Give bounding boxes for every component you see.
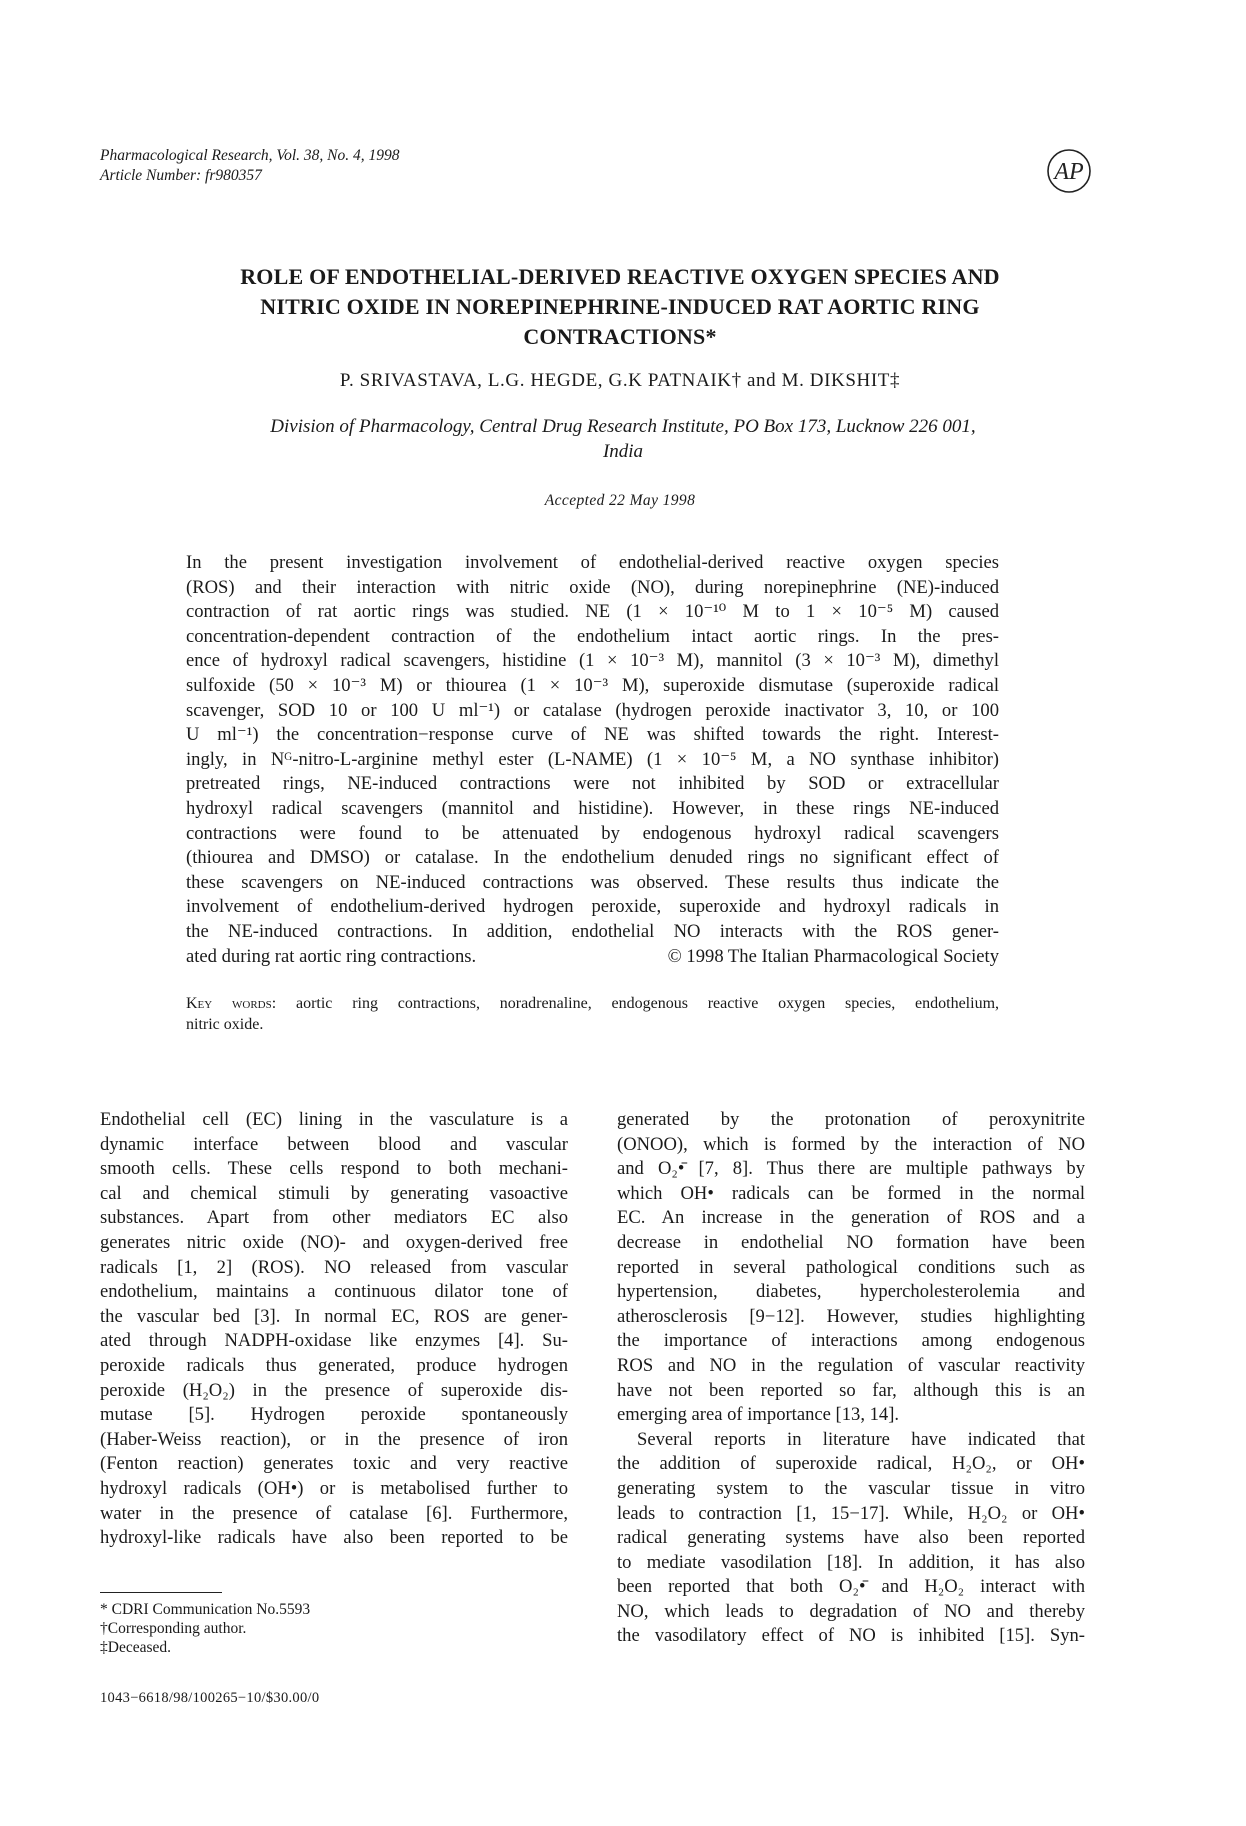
keywords	[186, 993, 999, 1035]
accepted-date: Accepted 22 May 1998	[544, 492, 696, 509]
abstract-line: In the present investigation involvement of endothelial-derived reactive oxygen species	[186, 552, 999, 573]
issn-line: 1043−6618/98/100265−10/$30.00/0	[100, 1690, 320, 1706]
body-line: (ONOO), which is formed by the interaction of NO	[617, 1133, 1085, 1155]
title-line: NITRIC OXIDE IN NOREPINEPHRINE-INDUCED RAT AORTIC RING	[260, 294, 980, 319]
body-line: to mediate vasodilation [18]. In addition, it has also	[617, 1551, 1085, 1573]
abstract	[186, 551, 999, 969]
body-line: Endothelial cell (EC) lining in the vasculature is a	[100, 1109, 568, 1130]
body-line: ROS and NO in the regulation of vascular reactivity	[617, 1354, 1085, 1376]
affiliation	[140, 414, 1106, 464]
footnotes	[100, 1600, 310, 1657]
body-line: dynamic interface between blood and vascular	[100, 1133, 568, 1155]
abstract-line: (ROS) and their interaction with nitric oxide (NO), during norepinephrine (NE)-induced	[186, 576, 999, 598]
body-line: generating system to the vascular tissue in vitro	[617, 1477, 1085, 1499]
body-line: (Haber-Weiss reaction), or in the presence of iron	[100, 1428, 568, 1450]
journal-line-1: Pharmacological Research, Vol. 38, No. 4, 1998	[100, 147, 400, 164]
journal-citation	[100, 146, 400, 186]
abstract-line: the NE-induced contractions. In addition, endothelial NO interacts with the ROS gener-	[186, 920, 999, 942]
keywords-line	[186, 993, 999, 1014]
body-line: been reported that both O₂•̄ and H₂O₂ interact with	[617, 1576, 1085, 1598]
article-title	[120, 262, 1120, 352]
keywords-text: aortic ring contractions, noradrenaline, endogenous reactive oxygen species, endothelium,	[295, 995, 1000, 1012]
body-line: substances. Apart from other mediators EC also	[100, 1207, 568, 1229]
abstract-last-line	[186, 945, 999, 970]
author-list: P. SRIVASTAVA, L.G. HEGDE, G.K PATNAIK† and M. DIKSHIT‡	[339, 370, 901, 391]
footnote: * CDRI Communication No.5593	[100, 1601, 311, 1618]
abstract-line: (thiourea and DMSO) or catalase. In the endothelium denuded rings no significant effect of	[186, 847, 999, 869]
body-line: which OH• radicals can be formed in the normal	[617, 1182, 1085, 1204]
abstract-line: pretreated rings, NE-induced contractions were not inhibited by SOD or extracellular	[186, 773, 999, 795]
abstract-line: these scavengers on NE-induced contractions was observed. These results thus indicate the	[186, 871, 999, 893]
body-line: endothelium, maintains a continuous dilator tone of	[100, 1281, 568, 1303]
abstract-line: ingly, in Nᴳ-nitro-L-arginine methyl ester (L-NAME) (1 × 10⁻⁵ M, a NO synthase inhibitor)	[186, 748, 999, 770]
body-line: the importance of interactions among endogenous	[617, 1330, 1085, 1352]
title-line: ROLE OF ENDOTHELIAL-DERIVED REACTIVE OXYGEN SPECIES AND	[240, 264, 1000, 289]
body-line: leads to contraction [1, 15−17]. While, H₂O₂ or OH•	[617, 1502, 1085, 1524]
body-line: EC. An increase in the generation of ROS and a	[617, 1207, 1085, 1229]
body-line: smooth cells. These cells respond to both mechani-	[100, 1158, 568, 1180]
body-line: Several reports in literature have indicated that	[637, 1428, 1085, 1450]
footnote-divider	[100, 1592, 222, 1593]
body-column-left	[100, 1108, 568, 1551]
body-line: ated through NADPH-oxidase like enzymes [4]. Su-	[100, 1330, 568, 1352]
body-line: water in the presence of catalase [6]. Furthermore,	[100, 1502, 568, 1524]
keywords-line: nitric oxide.	[186, 1016, 264, 1033]
body-line: reported in several pathological conditions such as	[617, 1256, 1085, 1278]
footnote: ‡Deceased.	[100, 1639, 171, 1656]
abstract-line: contraction of rat aortic rings was studied. NE (1 × 10⁻¹⁰ M to 1 × 10⁻⁵ M) caused	[186, 601, 999, 623]
body-line: radical generating systems have also been reported	[617, 1527, 1085, 1549]
body-line: hypertension, diabetes, hypercholesterolemia and	[617, 1281, 1085, 1303]
body-line: generates nitric oxide (NO)- and oxygen-derived free	[100, 1231, 568, 1253]
keywords-label: Key words:	[186, 995, 277, 1012]
footnote: †Corresponding author.	[100, 1620, 247, 1637]
body-line: peroxide radicals thus generated, produce hydrogen	[100, 1354, 568, 1376]
abstract-line: hydroxyl radical scavengers (mannitol and histidine). However, in these rings NE-induced	[186, 797, 999, 819]
affiliation-line: India	[602, 441, 644, 462]
body-line: mutase [5]. Hydrogen peroxide spontaneously	[100, 1404, 568, 1426]
journal-line-2: Article Number: fr980357	[100, 167, 262, 184]
body-line: emerging area of importance [13, 14].	[617, 1404, 900, 1426]
abstract-line: sulfoxide (50 × 10⁻³ M) or thiourea (1 × 10⁻³ M), superoxide dismutase (superoxide radical	[186, 674, 999, 696]
abstract-line: ence of hydroxyl radical scavengers, histidine (1 × 10⁻³ M), mannitol (3 × 10⁻³ M), dimethyl	[186, 650, 999, 672]
body-line: (Fenton reaction) generates toxic and very reactive	[100, 1453, 568, 1475]
body-line: the vasodilatory effect of NO is inhibited [15]. Syn-	[617, 1625, 1085, 1647]
title-line: CONTRACTIONS*	[523, 324, 717, 349]
copyright-notice: © 1998 The Italian Pharmacological Society	[667, 945, 999, 967]
abstract-line: contractions were found to be attenuated by endogenous hydroxyl radical scavengers	[186, 822, 999, 844]
body-line: radicals [1, 2] (ROS). NO released from vascular	[100, 1256, 568, 1278]
body-line: the addition of superoxide radical, H₂O₂, or OH•	[617, 1453, 1085, 1475]
body-line: atherosclerosis [9−12]. However, studies highlighting	[617, 1305, 1085, 1327]
body-line: hydroxyl-like radicals have also been reported to be	[100, 1527, 568, 1549]
abstract-line: scavenger, SOD 10 or 100 U ml⁻¹) or catalase (hydrogen peroxide inactivator 3, 10, or 100	[186, 699, 999, 721]
publisher-logo-icon	[1046, 148, 1092, 194]
body-line: hydroxyl radicals (OH•) or is metabolised further to	[100, 1477, 568, 1499]
body-line: cal and chemical stimuli by generating vasoactive	[100, 1182, 568, 1204]
abstract-final-text: ated during rat aortic ring contractions.	[186, 945, 477, 967]
body-column-right	[617, 1108, 1085, 1649]
publisher-logo-label: AP	[1054, 159, 1084, 185]
body-line: have not been reported so far, although this is an	[617, 1379, 1085, 1401]
body-line: peroxide (H₂O₂) in the presence of superoxide dis-	[100, 1379, 568, 1401]
body-line: generated by the protonation of peroxynitrite	[617, 1109, 1085, 1130]
abstract-line: concentration-dependent contraction of the endothelium intact aortic rings. In the pres-	[186, 625, 999, 647]
body-line: decrease in endothelial NO formation have been	[617, 1231, 1085, 1253]
affiliation-line: Division of Pharmacology, Central Drug Research Institute, PO Box 173, Lucknow 226 001,	[270, 416, 976, 437]
body-line: the vascular bed [3]. In normal EC, ROS are gener-	[100, 1305, 568, 1327]
abstract-line: involvement of endothelium-derived hydrogen peroxide, superoxide and hydroxyl radicals in	[186, 896, 999, 918]
body-line: and O₂•̄ [7, 8]. Thus there are multiple pathways by	[617, 1158, 1085, 1180]
abstract-line: U ml⁻¹) the concentration−response curve of NE was shifted towards the right. Interest-	[186, 724, 999, 746]
body-line: NO, which leads to degradation of NO and thereby	[617, 1600, 1085, 1622]
